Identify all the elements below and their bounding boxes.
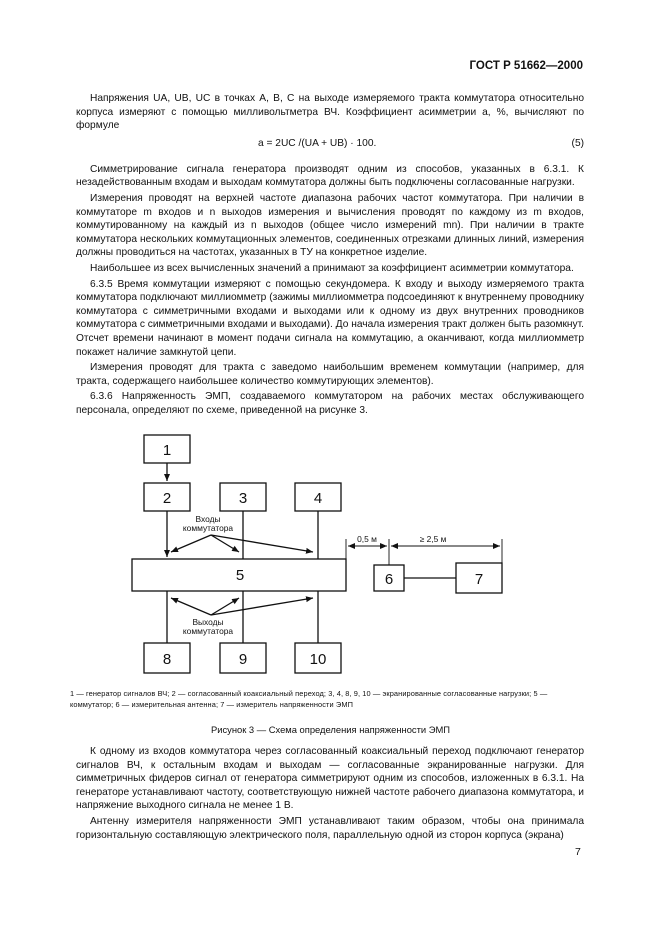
outputs-pointer	[171, 598, 211, 615]
formula: a = 2UC /(UA + UB) · 100.	[258, 137, 377, 149]
box-3-label: 3	[238, 490, 248, 507]
figure-3-diagram	[0, 425, 661, 685]
box-6-label: 6	[384, 571, 394, 588]
outputs-label-line2: коммутатора	[182, 626, 234, 636]
inputs-label-line1: Входы	[195, 514, 221, 524]
box-10-label: 10	[309, 651, 327, 668]
paragraph: Измерения проводят на верхней частоте диапазона рабочих частот коммутатора. При наличии в коммутаторе m входов и n выходов измерения и вычисления проводят по каждому из m входов, коммутированному на каждый из n выходов (общее число измерений mn). При наличии в тракте коммутатора нескольких коммутационных элементов, соединенных отрезками длинных линий, измерения должны проводиться на частотах, указанных в ТУ на конкретное изделие.	[76, 192, 584, 259]
figure-legend: 1 — генератор сигналов ВЧ; 2 — согласованный коаксиальный переход; 3, 4, 8, 9, 10 — экранированные согласованные нагрузки; 5 — коммутатор; 6 — измерительная антенна; 7 — измеритель напряженности ЭМП	[70, 689, 548, 709]
figure-caption: Рисунок 3 — Схема определения напряженности ЭМП	[210, 724, 451, 735]
dimension-2-5m-label: ≥ 2,5 м	[419, 534, 447, 544]
paragraph: Напряжения UA, UB, UC в точках A, B, C на выходе измеряемого тракта коммутатора относительно корпуса измеряют с помощью милливольтметра ВЧ. Коэффициент асимметрии a, %, вычисляют по формуле	[76, 93, 584, 132]
box-1-label: 1	[162, 442, 172, 459]
box-4-label: 4	[313, 490, 323, 507]
paragraph: Антенну измерителя напряженности ЭМП устанавливают таким образом, чтобы она принимала горизонтальную составляющую электрического поля, параллельную одной из сторон корпуса (экрана)	[76, 815, 584, 841]
formula-line	[76, 137, 584, 155]
paragraph: Наибольшее из всех вычисленных значений a принимают за коэффициент асимметрии коммутатора.	[90, 262, 574, 274]
body-text-bottom	[76, 745, 584, 844]
inputs-label-line2: коммутатора	[182, 523, 234, 533]
outputs-label-line1: Выходы	[192, 617, 224, 627]
paragraph: К одному из входов коммутатора через согласованный коаксиальный переход подключают генератор сигналов ВЧ, к остальным входам и выходам — согласованные экранированные нагрузки. Для симметричных фидеров сигнал от генератора симметрируют одним из способов, изложенных в 6.3.1. На генераторе устанавливают частоту, соответствующую нижней частоте рабочего диапазона коммутатора, и напряжение выходного сигнала не менее 1 В.	[76, 746, 584, 812]
formula-number: (5)	[571, 137, 584, 149]
inputs-pointer	[171, 535, 211, 552]
box-7-label: 7	[474, 571, 484, 588]
paragraph: Симметрирование сигнала генератора производят одним из способов, указанных в 6.3.1. К незадействованным входам и выходам коммутатора должны быть подключены согласованные нагрузки.	[76, 163, 584, 189]
box-5-label: 5	[235, 567, 245, 584]
paragraph-6-3-6: 6.3.6 Напряженность ЭМП, создаваемого коммутатором на рабочих местах обслуживающего персонала, определяют по схеме, приведенной на рисунке 3.	[76, 391, 584, 416]
dimension-0-5m-label: 0,5 м	[357, 534, 377, 544]
box-2-label: 2	[162, 490, 172, 507]
paragraph: Измерения проводят для тракта с заведомо наибольшим временем коммутации (например, для тракта, содержащего наибольшее количество коммутирующих элементов).	[76, 362, 584, 387]
outputs-pointer	[211, 598, 313, 615]
inputs-pointer	[211, 535, 313, 552]
paragraph-6-3-5: 6.3.5 Время коммутации измеряют с помощью секундомера. К входу и выходу измеряемого тракта коммутатора подключают миллиомметр (зажимы миллиомметра подсоединяют к внутреннему проводнику коммутатора с симметричными входами и выходами или к одному из двух внутренних проводников коммутатора с симметричными входами и выходами). До начала измерения тракт должен быть разомкнут. Отсчет времени начинают в момент подачи сигнала на коммутацию, а оканчивают, когда миллиомметр покажет наличие замкнутой цепи.	[76, 278, 584, 358]
body-text-top	[76, 92, 584, 419]
page-number: 7	[575, 846, 581, 858]
box-9-label: 9	[238, 651, 248, 668]
box-8-label: 8	[162, 651, 172, 668]
document-header: ГОСТ Р 51662—2000	[469, 60, 583, 72]
